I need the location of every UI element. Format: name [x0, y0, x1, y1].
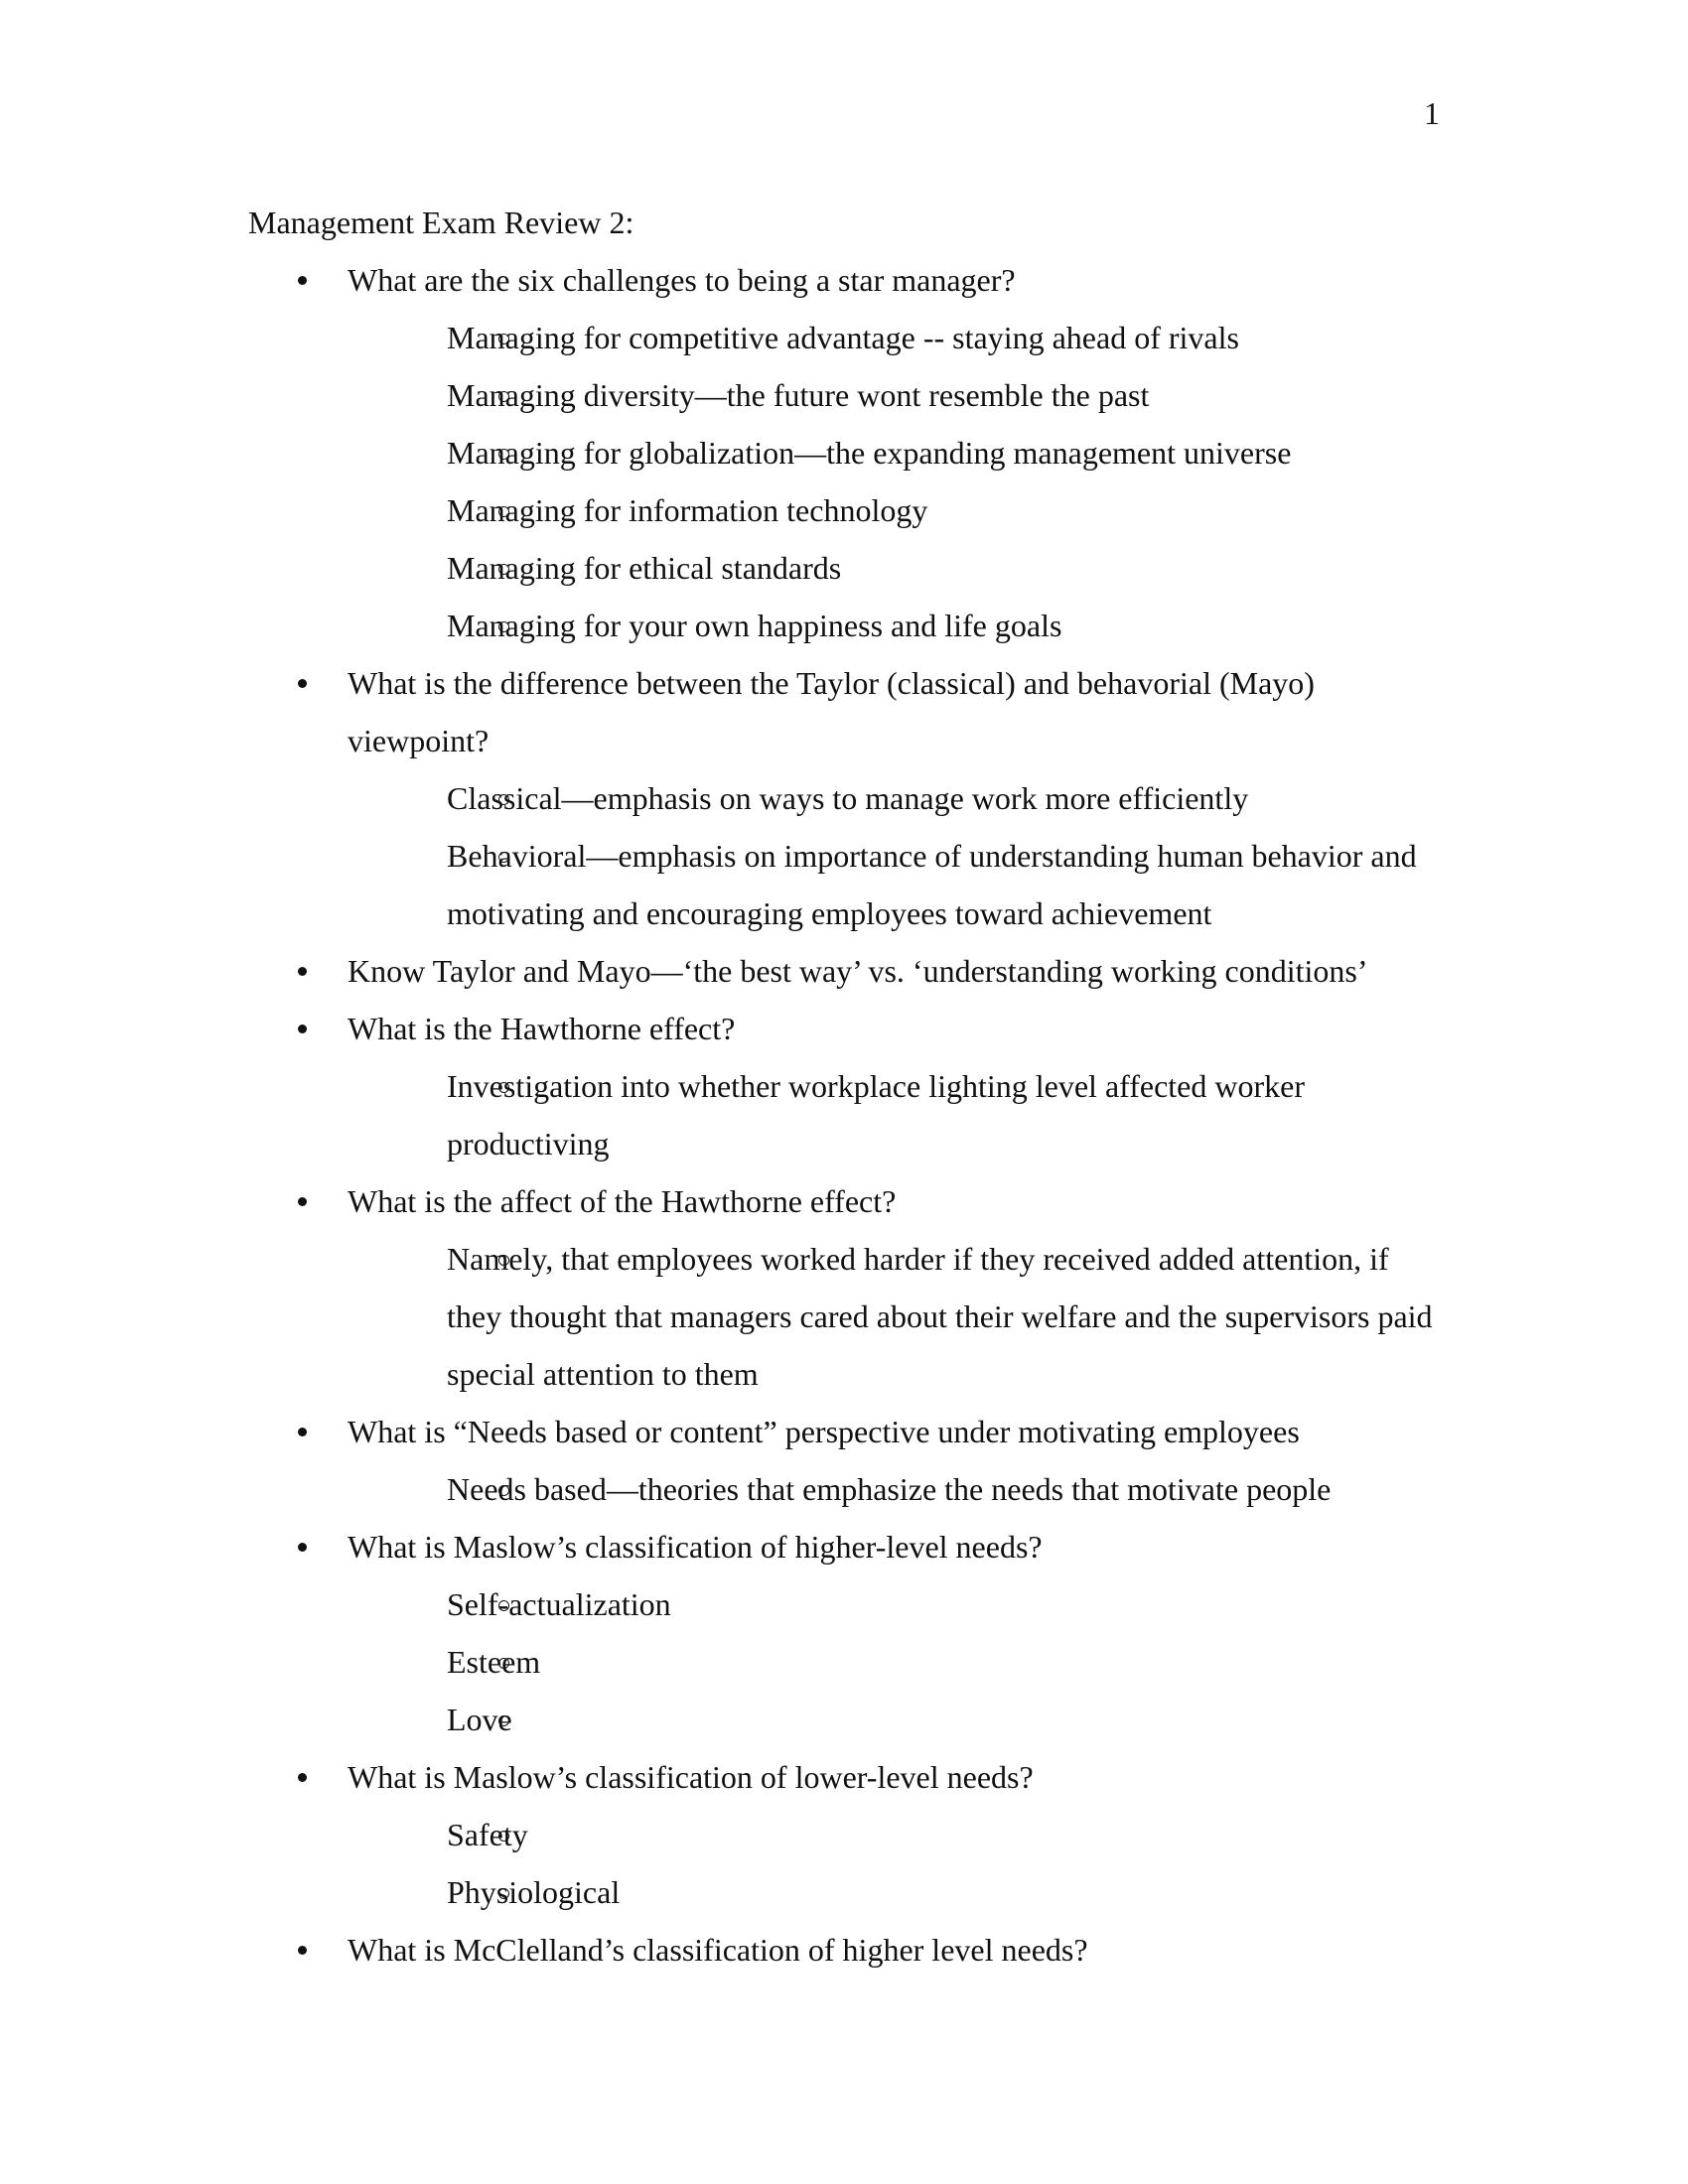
hollow-bullet-icon	[498, 1658, 509, 1669]
answer-text: Classical—emphasis on ways to manage work more efficiently	[447, 780, 1249, 816]
question-item	[248, 942, 1440, 1000]
question-item	[248, 251, 1440, 654]
answer-list	[348, 1575, 1440, 1748]
hollow-bullet-icon	[498, 1831, 509, 1842]
answer-item	[348, 1460, 1440, 1518]
answer-text: Needs based—theories that emphasize the needs that motivate people	[447, 1471, 1332, 1507]
bullet-icon	[298, 1197, 307, 1206]
bullet-icon	[298, 1543, 307, 1552]
document-title: Management Exam Review 2:	[248, 205, 634, 240]
answer-item	[348, 769, 1440, 827]
answer-list	[348, 1057, 1440, 1172]
answer-item	[348, 1806, 1440, 1863]
question-text: What is the affect of the Hawthorne effect?	[348, 1183, 897, 1219]
question-item	[248, 1518, 1440, 1748]
answer-item	[348, 597, 1440, 654]
hollow-bullet-icon	[498, 391, 509, 402]
answer-item	[348, 827, 1440, 942]
answer-text: Managing for information technology	[447, 492, 928, 528]
bullet-icon	[298, 276, 307, 285]
hollow-bullet-icon	[498, 506, 509, 517]
hollow-bullet-icon	[498, 1485, 509, 1496]
question-text: What is Maslow’s classification of higher-level needs?	[348, 1529, 1043, 1565]
question-text: What is McClelland’s classification of higher level needs?	[348, 1932, 1088, 1968]
bullet-icon	[298, 1428, 307, 1436]
answer-text: Managing for competitive advantage -- staying ahead of rivals	[447, 320, 1239, 355]
bullet-icon	[298, 1773, 307, 1782]
bullet-icon	[298, 1946, 307, 1955]
document-body	[248, 194, 1440, 1979]
hollow-bullet-icon	[498, 1255, 509, 1266]
bullet-icon	[298, 679, 307, 688]
answer-item	[348, 1691, 1440, 1748]
question-item	[248, 1000, 1440, 1172]
answer-item	[348, 539, 1440, 597]
question-item	[248, 1921, 1440, 1979]
answer-text: Behavioral—emphasis on importance of understanding human behavior and motivating and encouraging employees toward achievement	[447, 838, 1417, 931]
answer-list	[348, 1230, 1440, 1403]
hollow-bullet-icon	[498, 1600, 509, 1611]
hollow-bullet-icon	[498, 449, 509, 460]
bullet-icon	[298, 1024, 307, 1033]
answer-item	[348, 1057, 1440, 1172]
hollow-bullet-icon	[498, 621, 509, 632]
answer-list	[348, 309, 1440, 654]
answer-text: Managing for ethical standards	[447, 550, 842, 586]
bullet-icon	[298, 967, 307, 976]
answer-text: Physiological	[447, 1874, 621, 1910]
page-number: 1	[1424, 95, 1440, 131]
answer-list	[348, 1460, 1440, 1518]
answer-text: Managing diversity—the future wont resemble the past	[447, 377, 1150, 413]
question-text: What is “Needs based or content” perspective under motivating employees	[348, 1414, 1300, 1449]
hollow-bullet-icon	[498, 1082, 509, 1093]
question-text: Know Taylor and Mayo—‘the best way’ vs. ‘understanding working conditions’	[348, 953, 1368, 989]
answer-text: Love	[447, 1702, 512, 1737]
answer-item	[348, 1575, 1440, 1633]
question-item	[248, 1403, 1440, 1518]
answer-item	[348, 366, 1440, 424]
question-item	[248, 654, 1440, 942]
answer-text: Managing for globalization—the expanding management universe	[447, 435, 1292, 471]
hollow-bullet-icon	[498, 1715, 509, 1726]
answer-text: Investigation into whether workplace lighting level affected worker productiving	[447, 1068, 1305, 1161]
answer-text: Managing for your own happiness and life goals	[447, 608, 1062, 643]
answer-text: Namely, that employees worked harder if they received added attention, if they thought that managers cared about their welfare and the supervisors paid special attention to them	[447, 1241, 1433, 1392]
answer-text: Safety	[447, 1817, 528, 1852]
answer-item	[348, 1230, 1440, 1403]
answer-text: Esteem	[447, 1644, 541, 1680]
answer-item	[348, 481, 1440, 539]
answer-item	[348, 309, 1440, 366]
hollow-bullet-icon	[498, 794, 509, 805]
hollow-bullet-icon	[498, 564, 509, 575]
answer-item	[348, 1863, 1440, 1921]
hollow-bullet-icon	[498, 852, 509, 863]
question-text: What is the difference between the Taylor (classical) and behavorial (Mayo) viewpoint?	[348, 665, 1315, 758]
question-list	[248, 251, 1440, 1979]
answer-list	[348, 769, 1440, 942]
answer-item	[348, 1633, 1440, 1691]
answer-list	[348, 1806, 1440, 1921]
answer-item	[348, 424, 1440, 481]
question-text: What is the Hawthorne effect?	[348, 1011, 736, 1046]
hollow-bullet-icon	[498, 1888, 509, 1899]
question-item	[248, 1748, 1440, 1921]
hollow-bullet-icon	[498, 334, 509, 344]
question-text: What is Maslow’s classification of lower-level needs?	[348, 1759, 1034, 1795]
question-item	[248, 1172, 1440, 1403]
answer-text: Self-actualization	[447, 1586, 671, 1622]
question-text: What are the six challenges to being a star manager?	[348, 262, 1016, 298]
